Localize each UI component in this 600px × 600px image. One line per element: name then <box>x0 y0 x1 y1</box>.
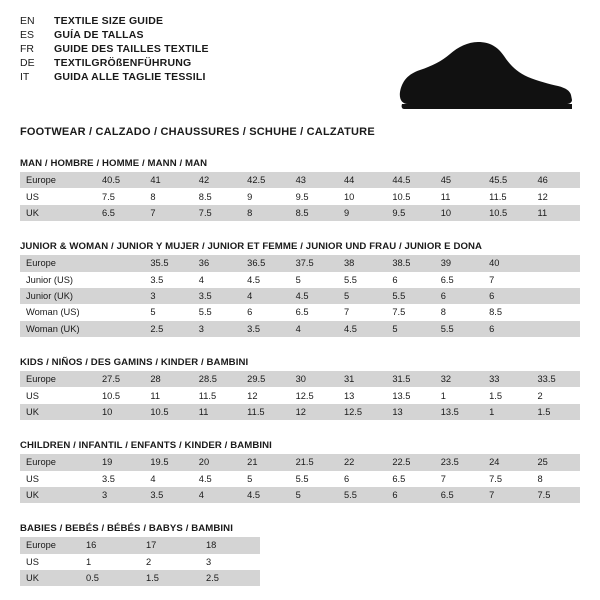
size-cell: 35.5 <box>144 255 192 271</box>
size-cell: 20 <box>193 454 241 470</box>
row-label: UK <box>20 404 96 420</box>
size-cell: 19.5 <box>144 454 192 470</box>
size-group <box>20 523 580 586</box>
size-cell: 6 <box>435 288 483 304</box>
size-cell: 13 <box>338 387 386 403</box>
size-cell: 8 <box>144 188 192 204</box>
size-cell: 38 <box>338 255 386 271</box>
size-cell: 11.5 <box>193 387 241 403</box>
size-cell: 23.5 <box>435 454 483 470</box>
size-cell: 2 <box>140 554 200 570</box>
size-cell: 11 <box>435 188 483 204</box>
size-cell: 27.5 <box>96 371 144 387</box>
size-table <box>20 172 580 221</box>
size-cell: 10.5 <box>483 205 531 221</box>
size-cell: 7 <box>483 272 531 288</box>
language-code: EN <box>20 15 35 27</box>
size-cell: 6.5 <box>386 471 434 487</box>
size-cell: 39 <box>435 255 483 271</box>
language-code: DE <box>20 57 35 69</box>
size-cell: 8 <box>532 471 580 487</box>
size-group-title: JUNIOR & WOMAN / JUNIOR Y MUJER / JUNIOR ET FEMME / JUNIOR UND FRAU / JUNIOR E DONA <box>20 241 483 253</box>
size-cell: 9.5 <box>290 188 338 204</box>
table-row <box>20 288 580 304</box>
size-cell: 42 <box>193 172 241 188</box>
size-cell: 3.5 <box>241 321 289 337</box>
size-cell: 33 <box>483 371 531 387</box>
size-cell <box>532 255 580 271</box>
size-group <box>20 158 580 221</box>
row-label: US <box>20 554 80 570</box>
size-cell: 4.5 <box>290 288 338 304</box>
table-row <box>20 487 580 503</box>
size-cell: 3.5 <box>193 288 241 304</box>
table-row <box>20 172 580 188</box>
size-cell: 0.5 <box>80 570 140 586</box>
size-cell: 18 <box>200 537 260 553</box>
size-cell <box>96 304 144 320</box>
size-cell: 6 <box>386 272 434 288</box>
size-cell: 8.5 <box>193 188 241 204</box>
size-cell: 7.5 <box>532 487 580 503</box>
size-cell: 12.5 <box>290 387 338 403</box>
size-group <box>20 440 580 503</box>
size-cell: 7 <box>338 304 386 320</box>
table-row <box>20 205 580 221</box>
size-cell: 11 <box>532 205 580 221</box>
size-cell: 9.5 <box>386 205 434 221</box>
size-cell: 17 <box>140 537 200 553</box>
size-cell: 7 <box>144 205 192 221</box>
table-row <box>20 454 580 470</box>
size-cell: 16 <box>80 537 140 553</box>
size-cell: 5.5 <box>338 272 386 288</box>
size-cell: 1.5 <box>483 387 531 403</box>
table-row <box>20 304 580 320</box>
size-cell: 30 <box>290 371 338 387</box>
size-groups <box>20 158 580 586</box>
size-cell <box>532 288 580 304</box>
size-cell: 4.5 <box>241 272 289 288</box>
size-cell: 36.5 <box>241 255 289 271</box>
dress-shoe-icon <box>386 34 576 114</box>
size-cell: 4 <box>290 321 338 337</box>
size-cell: 46 <box>532 172 580 188</box>
size-cell: 1 <box>483 404 531 420</box>
row-label: Europe <box>20 255 96 271</box>
row-label: US <box>20 471 96 487</box>
size-cell: 13.5 <box>386 387 434 403</box>
size-cell: 22.5 <box>386 454 434 470</box>
language-title: TEXTILE SIZE GUIDE <box>54 15 164 27</box>
row-label: Europe <box>20 537 80 553</box>
size-cell: 7.5 <box>193 205 241 221</box>
size-cell: 38.5 <box>386 255 434 271</box>
size-cell: 40 <box>483 255 531 271</box>
size-cell: 1 <box>435 387 483 403</box>
size-table <box>20 537 260 586</box>
row-label: Woman (US) <box>20 304 96 320</box>
size-cell: 10.5 <box>386 188 434 204</box>
size-cell: 29.5 <box>241 371 289 387</box>
row-label: US <box>20 188 96 204</box>
size-cell: 4.5 <box>338 321 386 337</box>
row-label: UK <box>20 205 96 221</box>
size-cell <box>532 304 580 320</box>
size-group-title: CHILDREN / INFANTIL / ENFANTS / KINDER / BAMBINI <box>20 440 272 452</box>
size-cell: 28 <box>144 371 192 387</box>
size-cell: 6 <box>386 487 434 503</box>
size-cell: 11 <box>144 387 192 403</box>
size-cell: 3 <box>193 321 241 337</box>
language-title-list <box>20 16 209 86</box>
size-cell: 4.5 <box>193 471 241 487</box>
size-cell: 45 <box>435 172 483 188</box>
table-row <box>20 404 580 420</box>
size-cell: 3.5 <box>144 272 192 288</box>
size-cell: 6 <box>338 471 386 487</box>
language-title: GUIDA ALLE TAGLIE TESSILI <box>54 71 206 83</box>
size-cell: 5.5 <box>435 321 483 337</box>
size-cell: 2.5 <box>200 570 260 586</box>
size-cell: 5 <box>241 471 289 487</box>
size-cell: 8 <box>241 205 289 221</box>
size-group-title: BABIES / BEBÉS / BÉBÉS / BABYS / BAMBINI <box>20 523 233 535</box>
size-cell: 21.5 <box>290 454 338 470</box>
size-cell <box>96 321 144 337</box>
size-cell: 11 <box>193 404 241 420</box>
size-cell: 2 <box>532 387 580 403</box>
table-row <box>20 537 260 553</box>
size-cell: 8.5 <box>290 205 338 221</box>
size-cell: 44.5 <box>386 172 434 188</box>
size-cell: 6.5 <box>96 205 144 221</box>
size-cell: 7 <box>435 471 483 487</box>
size-cell: 25 <box>532 454 580 470</box>
size-cell <box>96 255 144 271</box>
size-cell: 9 <box>338 205 386 221</box>
size-cell: 10.5 <box>96 387 144 403</box>
size-cell: 13 <box>386 404 434 420</box>
size-cell: 33.5 <box>532 371 580 387</box>
language-row <box>20 30 209 44</box>
row-label: Woman (UK) <box>20 321 96 337</box>
size-cell: 5 <box>338 288 386 304</box>
table-row <box>20 471 580 487</box>
page-header <box>20 16 580 114</box>
size-cell: 24 <box>483 454 531 470</box>
size-cell <box>96 272 144 288</box>
size-cell: 3 <box>96 487 144 503</box>
size-cell: 8 <box>435 304 483 320</box>
size-cell: 10 <box>435 205 483 221</box>
size-cell: 5 <box>144 304 192 320</box>
size-cell: 43 <box>290 172 338 188</box>
size-cell: 31 <box>338 371 386 387</box>
language-row <box>20 58 209 72</box>
row-label: Europe <box>20 371 96 387</box>
size-cell: 2.5 <box>144 321 192 337</box>
language-row <box>20 44 209 58</box>
size-cell: 32 <box>435 371 483 387</box>
size-cell: 19 <box>96 454 144 470</box>
size-group <box>20 357 580 420</box>
size-cell: 11.5 <box>241 404 289 420</box>
size-cell: 8.5 <box>483 304 531 320</box>
size-cell: 42.5 <box>241 172 289 188</box>
row-label: Europe <box>20 454 96 470</box>
size-cell: 4 <box>144 471 192 487</box>
size-cell: 41 <box>144 172 192 188</box>
size-cell: 6 <box>483 288 531 304</box>
size-cell: 6.5 <box>290 304 338 320</box>
size-table <box>20 454 580 503</box>
language-row <box>20 72 209 86</box>
size-cell: 5.5 <box>338 487 386 503</box>
size-cell: 22 <box>338 454 386 470</box>
table-row <box>20 272 580 288</box>
size-cell: 3 <box>200 554 260 570</box>
size-cell: 31.5 <box>386 371 434 387</box>
size-cell: 1.5 <box>532 404 580 420</box>
size-group <box>20 241 580 337</box>
row-label: UK <box>20 487 96 503</box>
size-cell: 21 <box>241 454 289 470</box>
table-row <box>20 570 260 586</box>
size-cell: 44 <box>338 172 386 188</box>
page-title: FOOTWEAR / CALZADO / CHAUSSURES / SCHUHE / CALZATURE <box>20 126 375 138</box>
size-cell: 7.5 <box>96 188 144 204</box>
row-label: Junior (US) <box>20 272 96 288</box>
size-cell: 12.5 <box>338 404 386 420</box>
size-table <box>20 371 580 420</box>
size-cell: 37.5 <box>290 255 338 271</box>
size-cell: 13.5 <box>435 404 483 420</box>
row-label: UK <box>20 570 80 586</box>
table-row <box>20 371 580 387</box>
size-cell: 12 <box>532 188 580 204</box>
row-label: Europe <box>20 172 96 188</box>
size-cell: 5.5 <box>386 288 434 304</box>
size-table <box>20 255 580 337</box>
size-cell: 28.5 <box>193 371 241 387</box>
size-cell: 3.5 <box>96 471 144 487</box>
size-cell: 3 <box>144 288 192 304</box>
size-cell: 4 <box>193 487 241 503</box>
row-label: US <box>20 387 96 403</box>
size-cell: 11.5 <box>483 188 531 204</box>
size-cell: 10.5 <box>144 404 192 420</box>
size-cell: 6 <box>483 321 531 337</box>
size-cell: 4 <box>241 288 289 304</box>
table-row <box>20 188 580 204</box>
table-row <box>20 387 580 403</box>
size-cell: 5 <box>386 321 434 337</box>
language-code: ES <box>20 29 35 41</box>
table-row <box>20 255 580 271</box>
size-cell: 7.5 <box>483 471 531 487</box>
language-code: FR <box>20 43 34 55</box>
language-title: GUIDE DES TAILLES TEXTILE <box>54 43 209 55</box>
table-row <box>20 554 260 570</box>
row-label: Junior (UK) <box>20 288 96 304</box>
language-title: GUÍA DE TALLAS <box>54 29 144 41</box>
size-cell: 4.5 <box>241 487 289 503</box>
size-cell: 45.5 <box>483 172 531 188</box>
size-cell: 4 <box>193 272 241 288</box>
size-cell: 1.5 <box>140 570 200 586</box>
language-code: IT <box>20 71 30 83</box>
size-cell <box>96 288 144 304</box>
size-cell: 7 <box>483 487 531 503</box>
size-cell: 5 <box>290 487 338 503</box>
size-cell: 10 <box>96 404 144 420</box>
size-cell: 6.5 <box>435 487 483 503</box>
table-row <box>20 321 580 337</box>
size-cell: 10 <box>338 188 386 204</box>
size-cell: 7.5 <box>386 304 434 320</box>
size-cell: 9 <box>241 188 289 204</box>
size-cell: 5 <box>290 272 338 288</box>
size-cell <box>532 321 580 337</box>
size-group-title: MAN / HOMBRE / HOMME / MANN / MAN <box>20 158 208 169</box>
language-title: TEXTILGRÖßENFÜHRUNG <box>54 57 192 69</box>
size-cell: 12 <box>241 387 289 403</box>
size-cell: 3.5 <box>144 487 192 503</box>
size-cell: 6.5 <box>435 272 483 288</box>
size-group-title: KIDS / NIÑOS / DES GAMINS / KINDER / BAMBINI <box>20 357 249 368</box>
size-cell: 5.5 <box>193 304 241 320</box>
size-cell: 1 <box>80 554 140 570</box>
size-cell: 12 <box>290 404 338 420</box>
size-cell: 40.5 <box>96 172 144 188</box>
size-cell: 5.5 <box>290 471 338 487</box>
size-cell: 6 <box>241 304 289 320</box>
size-cell: 36 <box>193 255 241 271</box>
size-cell <box>532 272 580 288</box>
language-row <box>20 16 209 30</box>
